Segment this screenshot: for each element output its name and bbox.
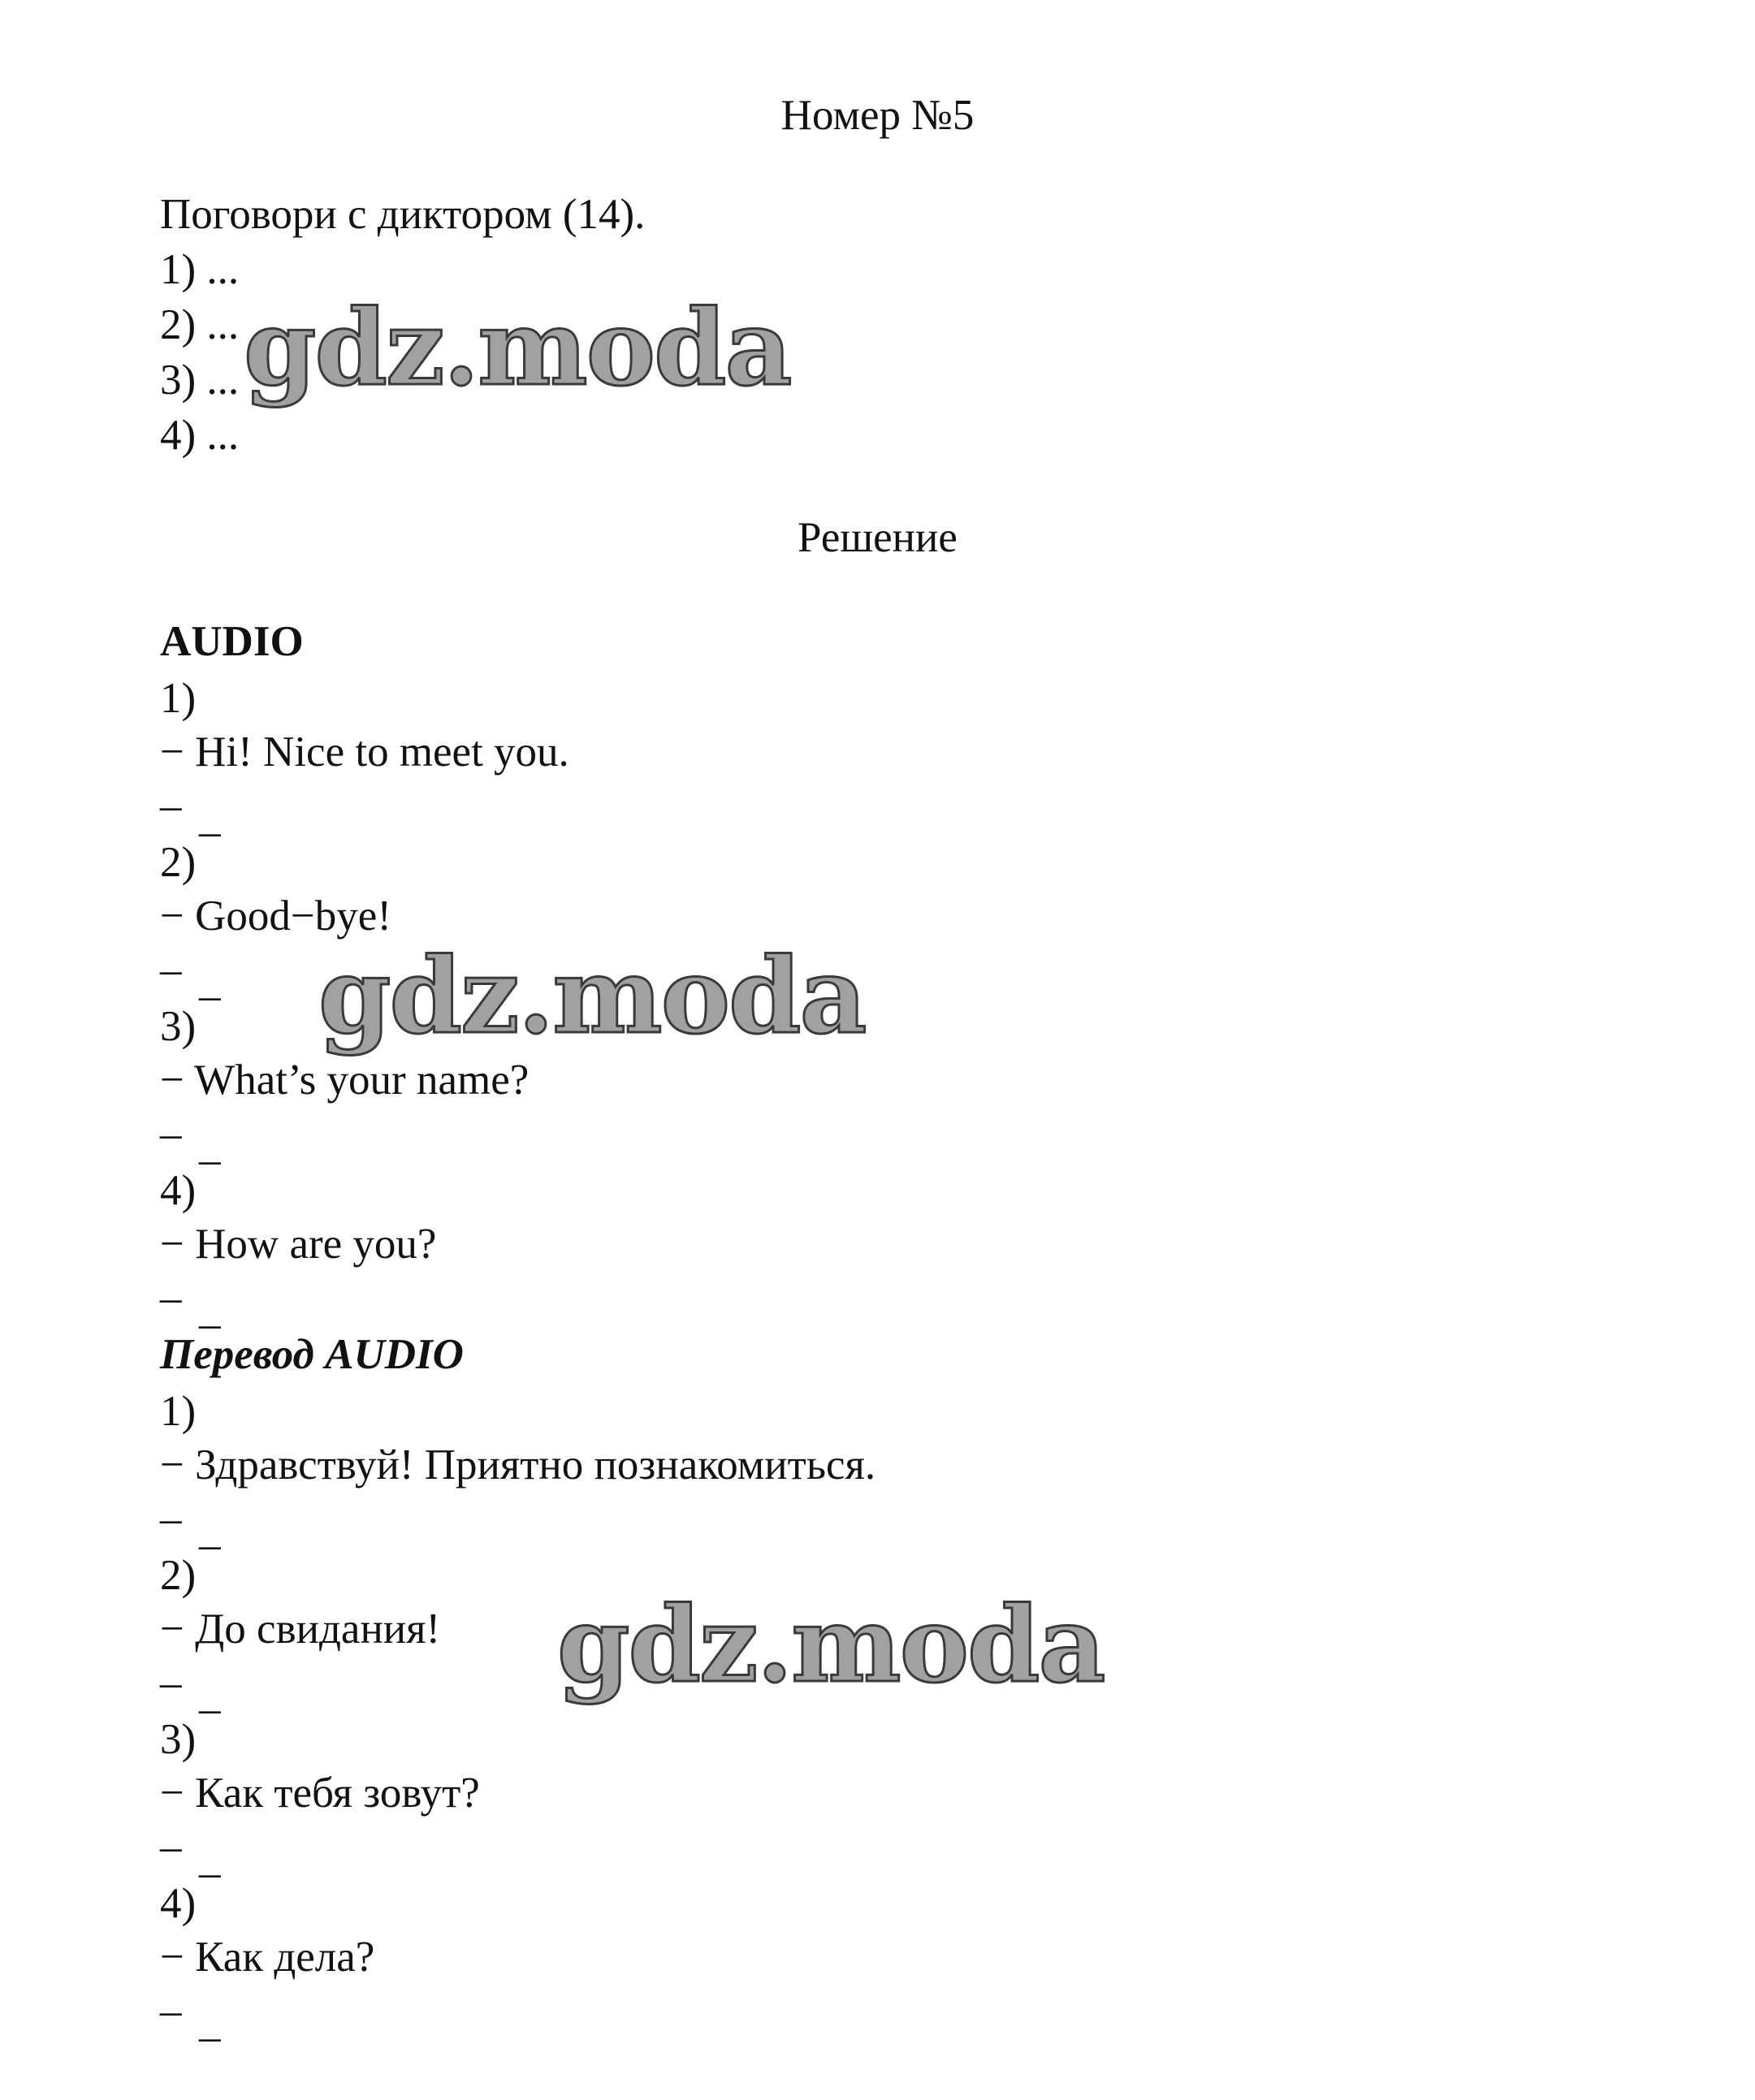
audio-dialogue-3-line: − What’s your name? (160, 1056, 530, 1104)
translation-dialogue-3-blank: _ (199, 1834, 221, 1882)
audio-dialogue-2-line: − Good−bye! (160, 892, 391, 940)
audio-label: AUDIO (160, 618, 304, 665)
translation-dialogue-2-line: − До свидания! (160, 1605, 441, 1653)
translation-dialogue-4-reply: – (160, 1987, 182, 2034)
translation-dialogue-4-number: 4) (160, 1880, 197, 1927)
audio-dialogue-4-line: − How are you? (160, 1221, 437, 1268)
audio-dialogue-2-reply: – (160, 946, 182, 993)
translation-dialogue-2-number: 2) (160, 1552, 197, 1599)
audio-dialogue-1-line: − Hi! Nice to meet you. (160, 728, 569, 776)
audio-dialogue-4-blank: _ (199, 1285, 221, 1333)
translation-dialogue-1-line: − Здравствуй! Приятно познакомиться. (160, 1441, 876, 1489)
translation-dialogue-2-reply: – (160, 1659, 182, 1706)
task-item-1: 1) ... (160, 246, 240, 293)
translation-dialogue-3-reply: – (160, 1823, 182, 1870)
audio-dialogue-1-blank: _ (199, 793, 221, 840)
translation-dialogue-1-reply: – (160, 1495, 182, 1542)
audio-dialogue-4-reply: – (160, 1274, 182, 1321)
translation-dialogue-1-blank: _ (199, 1506, 221, 1553)
page-title: Номер №5 (780, 92, 975, 139)
translation-dialogue-3-number: 3) (160, 1716, 197, 1763)
task-instruction: Поговори с диктором (14). (160, 191, 646, 238)
audio-dialogue-3-number: 3) (160, 1003, 197, 1050)
translation-dialogue-1-number: 1) (160, 1388, 197, 1435)
translation-dialogue-4-blank: _ (199, 1998, 221, 2046)
audio-dialogue-1-number: 1) (160, 675, 197, 722)
watermark-logo: gdz.moda (244, 287, 791, 409)
task-item-3: 3) ... (160, 356, 240, 404)
task-item-4: 4) ... (160, 412, 240, 459)
watermark-logo: gdz.moda (318, 935, 866, 1057)
audio-dialogue-3-reply: – (160, 1110, 182, 1157)
audio-dialogue-3-blank: _ (199, 1121, 221, 1169)
translation-dialogue-2-blank: _ (199, 1670, 221, 1718)
audio-dialogue-4-number: 4) (160, 1167, 197, 1214)
task-item-2: 2) ... (160, 301, 240, 348)
audio-dialogue-2-blank: _ (199, 957, 221, 1005)
watermark-logo: gdz.moda (557, 1584, 1104, 1706)
solution-heading: Решение (798, 514, 957, 561)
translation-dialogue-4-line: − Как дела? (160, 1934, 375, 1981)
audio-dialogue-2-number: 2) (160, 839, 197, 886)
translation-dialogue-3-line: − Как тебя зовут? (160, 1769, 480, 1817)
audio-dialogue-1-reply: – (160, 782, 182, 829)
translation-label: Перевод AUDIO (160, 1331, 464, 1378)
